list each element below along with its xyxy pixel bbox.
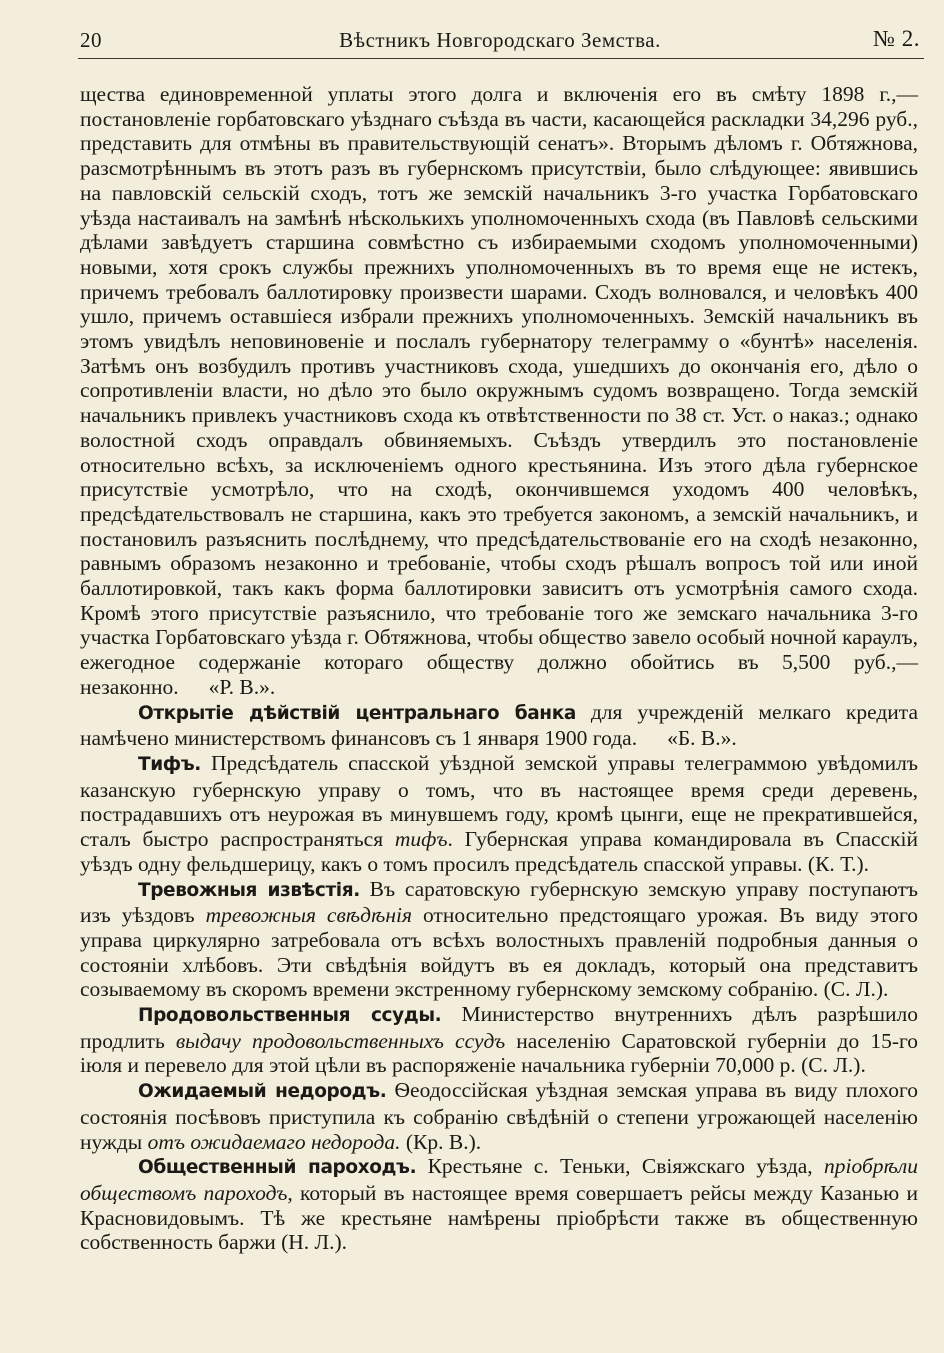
news-item-central-bank xyxy=(80,700,918,751)
news-heading: Продовольственныя ссуды. xyxy=(138,1005,442,1027)
page-number: 20 xyxy=(80,28,102,52)
news-heading: Общественный пароходъ. xyxy=(138,1157,417,1179)
source-attribution: «Р. В.». xyxy=(208,674,276,699)
journal-title: Вѣстникъ Новгородскаго Земства. xyxy=(339,28,661,52)
news-heading: Тифъ. xyxy=(138,753,201,775)
news-text: (Кр. В.). xyxy=(405,1129,482,1154)
paragraph-obtyazhnov-case xyxy=(80,82,918,700)
paragraph-text: щества единовременной уплаты этого долга и включенія его въ смѣту 1898 г.,— постановленіе горбатовскаго уѣзднаго съѣзда въ части, касающейся раскладки 34,296 руб., представить для отмѣны въ правительствующій сенатъ». Вторымъ дѣломъ г. Обтяжнова, разсмотрѣннымъ въ этотъ разъ въ губернскомъ присутствіи, было слѣдующее: явившись на павловскій сельскій сходъ, тотъ же земскій начальникъ 3-го участка Горбатовскаго уѣзда настаивалъ на замѣнѣ нѣсколькихъ уполномоченныхъ схода (въ Павловѣ сельскими дѣлами завѣдуетъ старшина совмѣстно съ избираемыми сходомъ уполномоченными) новыми, хотя срокъ службы прежнихъ уполномоченныхъ въ то время еще не истекъ, причемъ требовалъ баллотировку произвести шарами. Сходъ волновался, и человѣкъ 400 ушло, причемъ оставшіеся избрали прежнихъ уполномоченныхъ. Земскій начальникъ въ этомъ увидѣлъ неповиновеніе и послалъ губернатору телеграмму о «бунтѣ» населенія. Затѣмъ онъ возбудилъ противъ участниковъ схода, ушедшихъ до окончанія его, дѣло о сопротивленіи власти, но дѣло это было окружнымъ судомъ возвращено. Тогда земскій начальникъ привлекъ участниковъ схода къ отвѣтственности по 38 ст. Уст. о наказ.; однако волостной сходъ оправдалъ обвиняемыхъ. Съѣздъ утвердилъ это постановленіе относительно всѣхъ, за исключеніемъ одного крестьянина. Изъ этого дѣла губернское присутствіе усмотрѣло, что на сходѣ, окончившемся уходомъ 400 человѣкъ, предсѣдательствовалъ не старшина, какъ это требуется закономъ, а земскій начальникъ, и постановилъ разъяснить послѣднему, что предсѣдательствованіе его на сходѣ незаконно, равнымъ образомъ незаконно и требованіе, чтобы сходъ рѣшалъ вопросъ той или иной баллотировкой, такъ какъ форма баллотировки зависитъ отъ усмотрѣнія самого схода. Кромѣ этого присутствіе разъяснило, что требованіе того же земскаго начальника 3-го участка Горбатовскаго уѣзда г. Обтяжнова, чтобы общество завело особый ночной караулъ, ежегодное содержаніе котораго обществу должно обойтись въ 5,500 руб.,—незаконно. xyxy=(80,82,918,699)
issue-number: № 2. xyxy=(873,26,920,51)
news-heading: Ожидаемый недородъ. xyxy=(138,1081,387,1103)
news-text: , который въ настоящее время совершаетъ рейсы между Казанью и Красновидовымъ. Тѣ же крестьяне намѣрены пріобрѣсти также въ общественную собственность баржи (Н. Л.). xyxy=(80,1180,919,1255)
news-text: для учрежденій мелкаго кредита намѣчено министерствомъ финансовъ съ 1 января 1900 года. xyxy=(80,699,918,751)
news-text: Предсѣдатель спасской уѣздной земской управы телеграммою увѣдомилъ казанскую губернскую управу о томъ, что въ настоящее время среди деревень, пострадавшихъ отъ неурожая въ минувшемъ году, кромѣ цынги, еще не прекратившейся, сталъ быстро распространяться xyxy=(80,750,918,852)
news-text: населенію Саратовской губерніи до 15-го іюля и перевело для этой цѣли въ распоряженіе начальника губерніи 70,000 р. (С. Л.). xyxy=(80,1028,919,1078)
news-italic: пріобрѣли обществомъ пароходъ xyxy=(80,1154,919,1205)
news-italic: тревожныя свѣдѣнія xyxy=(205,903,412,928)
news-text: . Губернская управа командировала въ Спасскій уѣздъ одну фельдшерицу, какъ о томъ просилъ предсѣдатель спасской управы. (К. Т.). xyxy=(80,827,919,876)
news-italic: выдачу продовольственныхъ ссудъ xyxy=(175,1028,506,1053)
running-header xyxy=(80,22,920,56)
news-italic: отъ ожидаемаго недорода. xyxy=(147,1129,401,1154)
news-text: Крестьяне с. Теньки, Свіяжскаго уѣзда, xyxy=(427,1154,813,1179)
news-text: Министерство внутреннихъ дѣлъ разрѣшило продлить xyxy=(80,1002,918,1053)
header-rule xyxy=(78,58,924,59)
news-item-food-loans xyxy=(80,1002,918,1078)
news-heading: Открытіе дѣйствій центральнаго банка xyxy=(138,702,576,724)
news-item-alarming-news xyxy=(80,877,918,1003)
news-text: относительно предстоящаго урожая. Въ виду этого управа циркулярно затребовала отъ всѣхъ волостныхъ правленій подробныя данныя о состояніи хлѣбовъ. Эти свѣдѣнія войдутъ въ ея докладъ, который она представитъ созываемому въ скоромъ времени экстренному губернскому земскому собранію. (С. Л.). xyxy=(80,903,918,1002)
news-item-typhus xyxy=(80,751,918,877)
news-item-community-steamer xyxy=(80,1154,918,1255)
article-body xyxy=(80,82,918,1255)
news-item-expected-crop-failure xyxy=(80,1078,918,1154)
news-italic: тифъ xyxy=(394,827,448,852)
source-attribution: «Б. В.». xyxy=(667,726,737,751)
news-text: Ѳеодоссійская уѣздная земская управа въ виду плохого состоянія посѣвовъ приступила къ собранію свѣдѣній о степени угрожающей населенію нужды xyxy=(80,1078,919,1154)
news-heading: Тревожныя извѣстія. xyxy=(138,879,360,901)
news-text: Въ саратовскую губернскую земскую управу поступаютъ изъ уѣздовъ xyxy=(80,876,918,928)
